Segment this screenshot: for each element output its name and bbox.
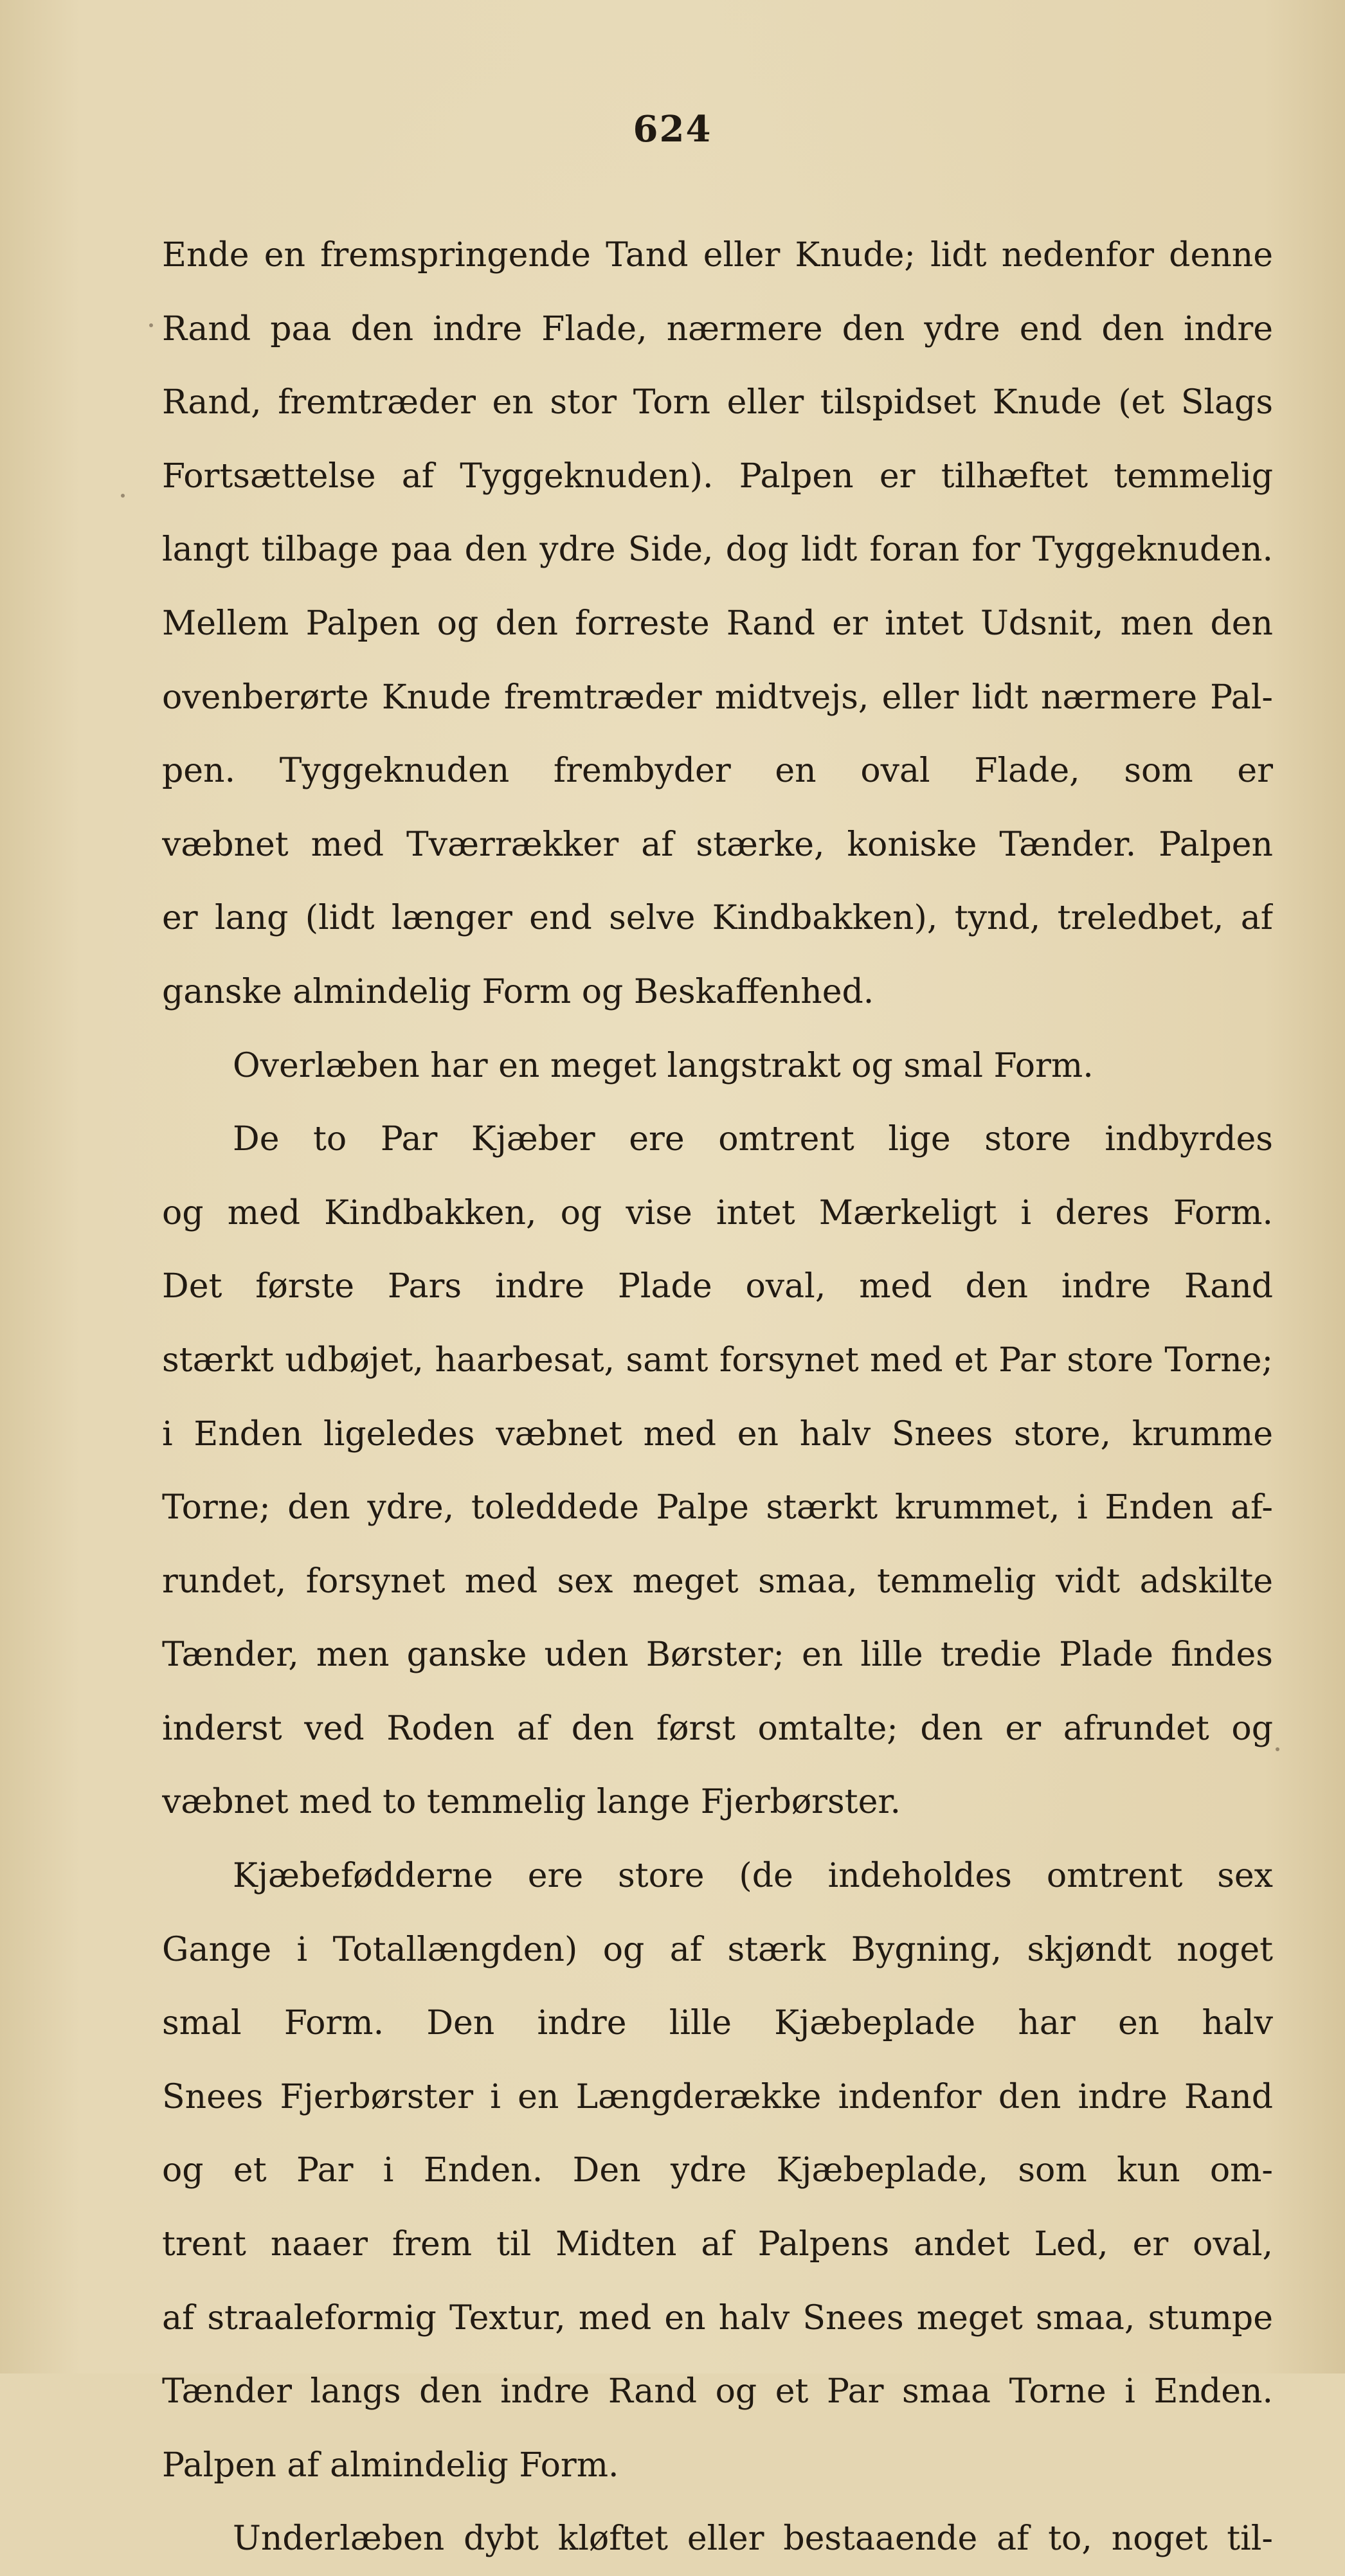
paper-speck bbox=[121, 494, 125, 498]
text-line: er lang (lidt længer end selve Kindbakken), tynd, treledbet, af bbox=[162, 899, 1273, 938]
text-line: Tænder langs den indre Rand og et Par smaa Torne i Enden. bbox=[162, 2372, 1273, 2411]
text-line: Tænder, men ganske uden Børster; en lille tredie Plade findes bbox=[162, 1635, 1273, 1675]
text-line: Underlæben dybt kløftet eller bestaaende af to, noget til- bbox=[233, 2519, 1273, 2559]
text-line: smal Form. Den indre lille Kjæbeplade har en halv bbox=[162, 2004, 1273, 2043]
text-line: Torne; den ydre, toleddede Palpe stærkt krummet, i Enden af- bbox=[162, 1488, 1273, 1527]
text-line: Gange i Totallængden) og af stærk Bygning, skjøndt noget bbox=[162, 1930, 1273, 1969]
text-line: Det første Pars indre Plade oval, med den indre Rand bbox=[162, 1267, 1273, 1306]
text-line: ganske almindelig Form og Beskaffenhed. bbox=[162, 972, 874, 1011]
text-line: Fortsættelse af Tyggeknuden). Palpen er tilhæftet temmelig bbox=[162, 456, 1273, 496]
text-line: rundet, forsynet med sex meget smaa, temmelig vidt adskilte bbox=[162, 1562, 1273, 1601]
body-text bbox=[162, 219, 1273, 2576]
text-line: Ende en fremspringende Tand eller Knude; lidt nedenfor denne bbox=[162, 236, 1273, 275]
text-line: og med Kindbakken, og vise intet Mærkeligt i deres Form. bbox=[162, 1193, 1273, 1232]
text-line: Rand paa den indre Flade, nærmere den ydre end den indre bbox=[162, 309, 1273, 348]
text-line: De to Par Kjæber ere omtrent lige store indbyrdes bbox=[233, 1120, 1273, 1159]
paper-speck bbox=[1276, 1747, 1279, 1751]
text-line: væbnet med to temmelig lange Fjerbørster. bbox=[162, 1783, 901, 1822]
text-line: Kjæbefødderne ere store (de indeholdes omtrent sex bbox=[233, 1857, 1273, 1896]
text-line: pen. Tyggeknuden frembyder en oval Flade, som er bbox=[162, 752, 1273, 791]
text-line: inderst ved Roden af den først omtalte; den er afrundet og bbox=[162, 1709, 1273, 1748]
text-line: Palpen af almindelig Form. bbox=[162, 2445, 619, 2485]
text-line: og et Par i Enden. Den ydre Kjæbeplade, som kun om- bbox=[162, 2151, 1273, 2190]
text-line: i Enden ligeledes væbnet med en halv Snees store, krumme bbox=[162, 1414, 1273, 1454]
text-line: stærkt udbøjet, haarbesat, samt forsynet med et Par store Torne; bbox=[162, 1340, 1273, 1380]
text-line: af straaleformig Textur, med en halv Snees meget smaa, stumpe bbox=[162, 2298, 1273, 2337]
page-number: 624 bbox=[633, 108, 712, 150]
text-line: langt tilbage paa den ydre Side, dog lidt foran for Tyggeknuden. bbox=[162, 530, 1273, 570]
text-line: Rand, fremtræder en stor Torn eller tilspidset Knude (et Slags bbox=[162, 383, 1273, 422]
text-line: Overlæben har en meget langstrakt og smal Form. bbox=[233, 1046, 1094, 1085]
text-line: trent naaer frem til Midten af Palpens andet Led, er oval, bbox=[162, 2225, 1273, 2264]
text-line: væbnet med Tværrækker af stærke, koniske Tænder. Palpen bbox=[162, 825, 1273, 864]
paper-speck bbox=[149, 323, 153, 327]
paper-speck bbox=[570, 2249, 574, 2253]
text-line: ovenberørte Knude fremtræder midtvejs, eller lidt nærmere Pal- bbox=[162, 678, 1273, 717]
text-line: Mellem Palpen og den forreste Rand er intet Udsnit, men den bbox=[162, 604, 1273, 643]
text-line: Snees Fjerbørster i en Længderække indenfor den indre Rand bbox=[162, 2077, 1273, 2116]
